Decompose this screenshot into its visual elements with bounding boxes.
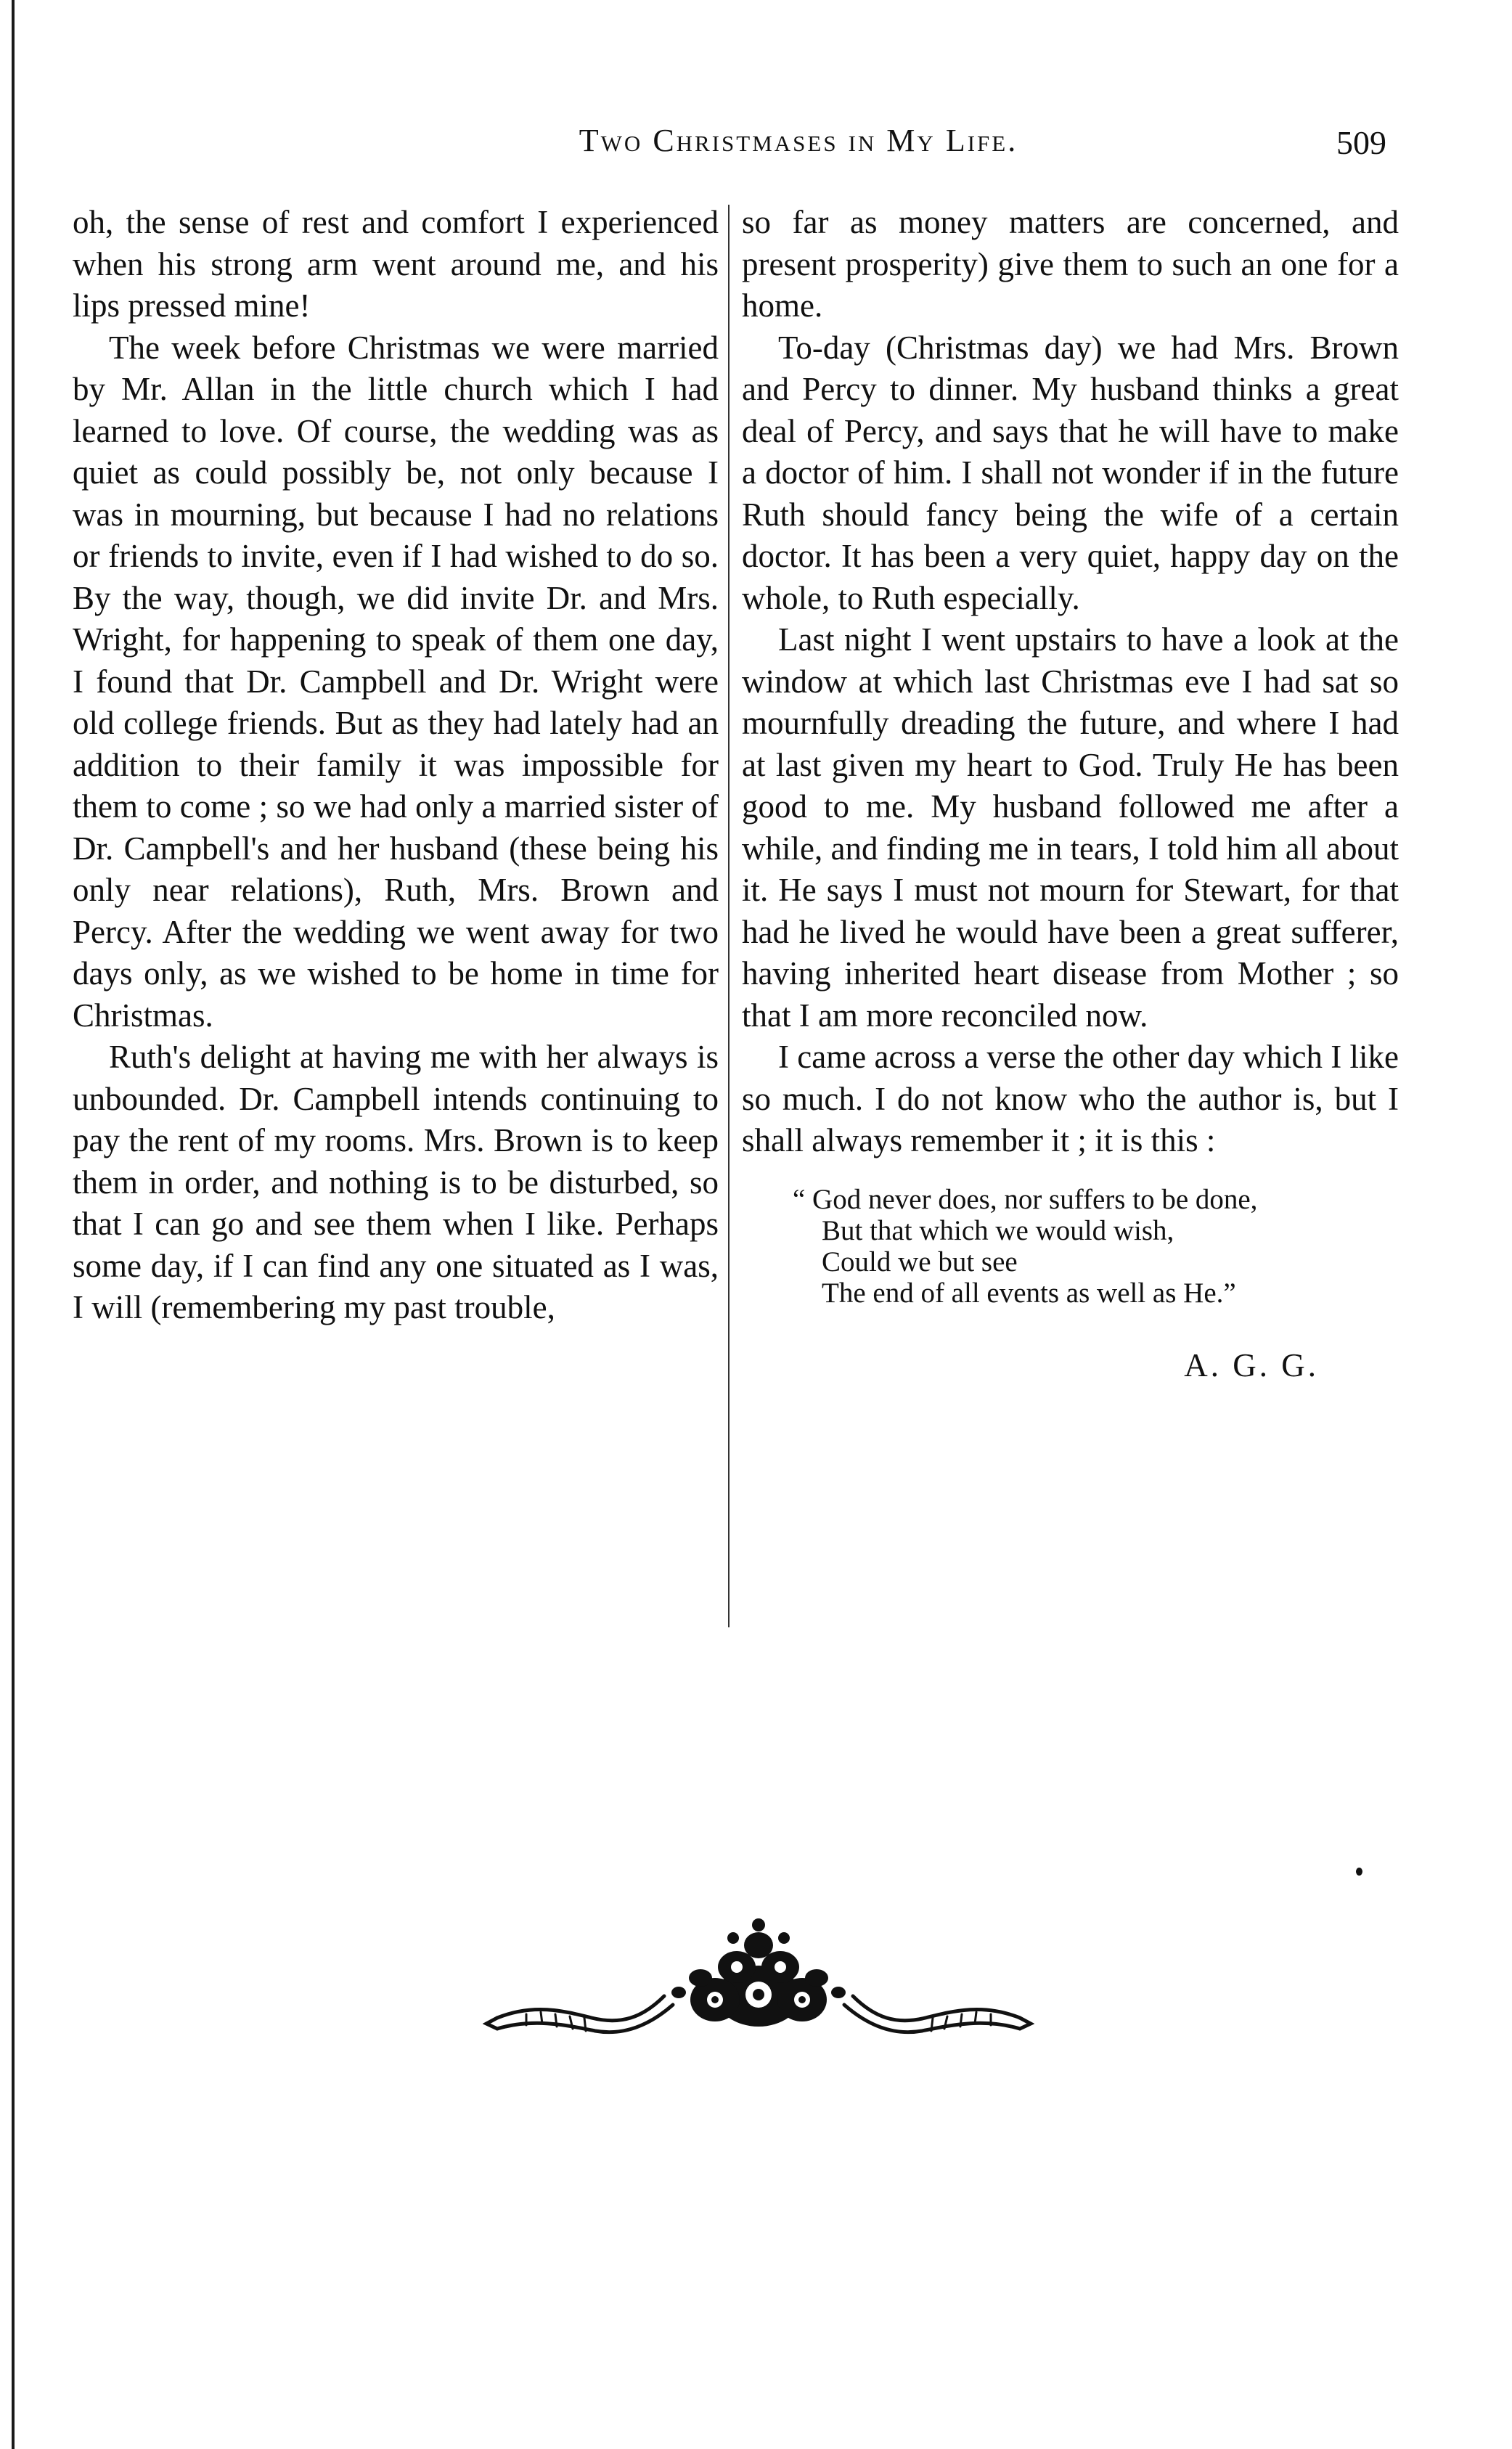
paragraph: oh, the sense of rest and comfort I experienced when his strong arm went around me, and his lips pressed mine! xyxy=(73,204,719,324)
verse-line: But that which we would wish, xyxy=(822,1214,1174,1246)
verse-line: The end of all events as well as He.” xyxy=(822,1277,1236,1309)
verse-quotation xyxy=(793,1184,1399,1309)
paragraph: I came across a verse the other day which I like so much. I do not know who the author is, but I shall always remember it ; it is this : xyxy=(742,1039,1399,1158)
page-edge-rule xyxy=(12,0,15,2449)
left-column xyxy=(73,202,719,1329)
right-column xyxy=(742,202,1399,1386)
page-header xyxy=(73,122,1401,173)
author-signature: A. G. G. xyxy=(1184,1346,1319,1383)
paragraph: Ruth's delight at having me with her always is unbounded. Dr. Campbell intends continuing to pay the rent of my rooms. Mrs. Brown is to keep them in order, and nothing is to be disturbed, so that I can go and see them when I like. Perhaps some day, if I can find any one situated as I was, I will (remembering my past trouble, xyxy=(73,1039,719,1325)
paragraph: so far as money matters are concerned, and present prosperity) give them to such an one for a home. xyxy=(742,204,1399,324)
verse-line: “ God never does, nor suffers to be done, xyxy=(793,1183,1258,1215)
running-title: Two Christmases in My Life. xyxy=(579,123,1018,158)
page-number: 509 xyxy=(1336,124,1386,161)
verse-line: Could we but see xyxy=(822,1246,1018,1277)
paragraph: To-day (Christmas day) we had Mrs. Brown and Percy to dinner. My husband thinks a great deal of Percy, and says that he will have to make a doctor of him. I shall not wonder if in the future Ruth should fancy being the wife of a certain doctor. It has been a very quiet, happy day on the whole, to Ruth especially. xyxy=(742,329,1399,616)
paragraph: Last night I went upstairs to have a look at the window at which last Christmas eve I had sat so mournfully dreading the future, and where I had at last given my heart to God. Truly He has been good to me. My husband followed me after a while, and finding me in tears, I told him all about it. He says I must not mourn for Stewart, for that had he lived he would have been a great sufferer, having inherited heart disease from Mother ; so that I am more reconciled now. xyxy=(742,621,1399,1034)
column-divider xyxy=(728,205,730,1627)
ink-speck xyxy=(1356,1868,1362,1876)
paragraph: The week before Christmas we were married by Mr. Allan in the little church which I had learned to love. Of course, the wedding was as quiet as could possibly be, not only because I was in mourning, but because I had no relations or friends to invite, even if I had wished to do so. By the way, though, we did invite Dr. and Mrs. Wright, for happening to speak of them one day, I found that Dr. Campbell and Dr. Wright were old college friends. But as they had lately had an addition to their family it was impossible for them to come ; so we had only a married sister of Dr. Campbell's and her husband (these being his only near relations), Ruth, Mrs. Brown and Percy. After the wedding we went away for two days only, as we wished to be home in time for Christmas. xyxy=(73,329,719,1034)
floral-ribbon-tailpiece-icon xyxy=(483,1909,1034,2054)
